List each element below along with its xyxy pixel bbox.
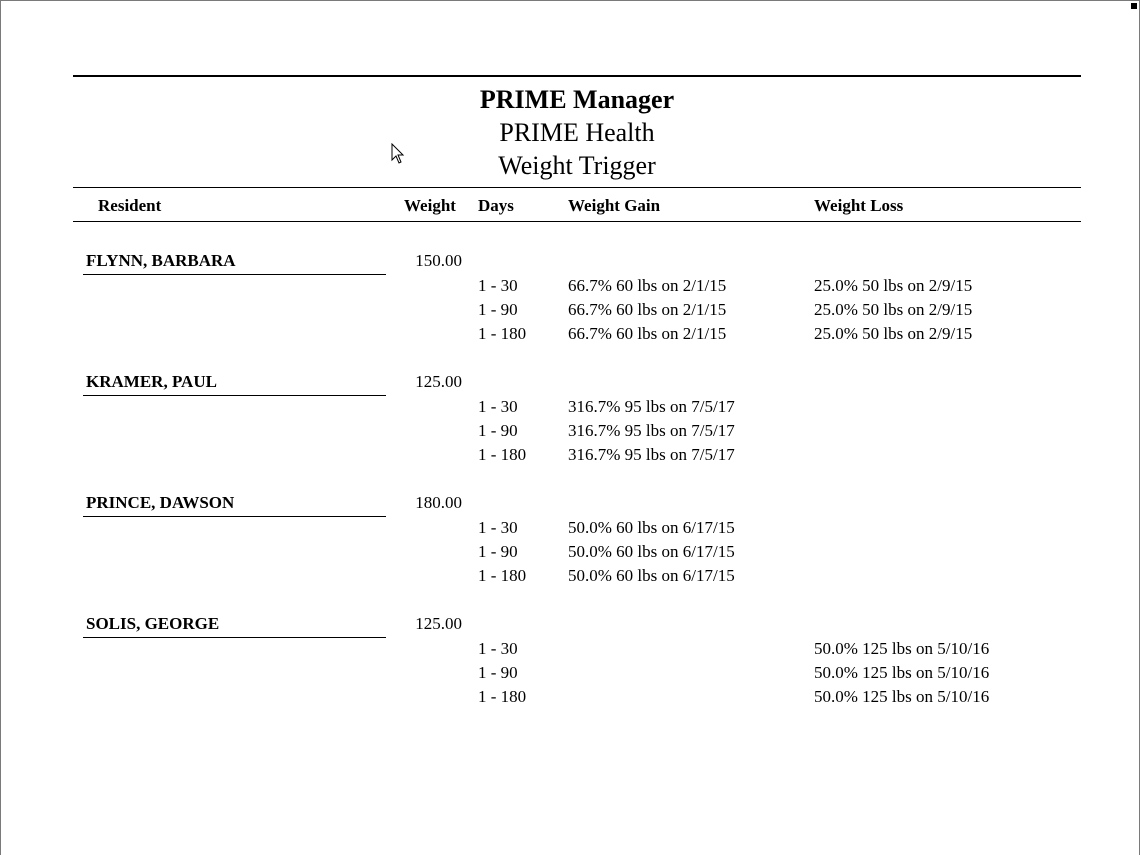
days-range: 1 - 90 bbox=[478, 663, 518, 682]
trigger-row bbox=[0, 275, 1140, 297]
resident-name: SOLIS, GEORGE bbox=[86, 614, 220, 633]
trigger-row bbox=[0, 541, 1140, 563]
resident-name: PRINCE, DAWSON bbox=[86, 493, 235, 512]
resident-weight: 180.00 bbox=[415, 493, 462, 512]
mouse-pointer-icon bbox=[391, 143, 405, 165]
days-range: 1 - 180 bbox=[478, 324, 527, 343]
resident-weight: 150.00 bbox=[415, 251, 462, 270]
weight-gain-value: 66.7% 60 lbs on 2/1/15 bbox=[568, 300, 727, 319]
resident-weight: 125.00 bbox=[415, 372, 462, 391]
column-header-days: Days bbox=[478, 196, 514, 215]
resident-group bbox=[0, 250, 1140, 360]
days-range: 1 - 30 bbox=[478, 518, 518, 537]
weight-gain-value: 316.7% 95 lbs on 7/5/17 bbox=[568, 445, 735, 464]
weight-gain-value: 50.0% 60 lbs on 6/17/15 bbox=[568, 542, 735, 561]
header-top-rule bbox=[73, 75, 1081, 77]
trigger-row bbox=[0, 396, 1140, 418]
column-header-weight: Weight bbox=[404, 196, 456, 215]
trigger-row bbox=[0, 299, 1140, 321]
resident-name: FLYNN, BARBARA bbox=[86, 251, 236, 270]
trigger-row bbox=[0, 638, 1140, 660]
weight-gain-value: 66.7% 60 lbs on 2/1/15 bbox=[568, 276, 727, 295]
days-range: 1 - 30 bbox=[478, 276, 518, 295]
weight-loss-value: 50.0% 125 lbs on 5/10/16 bbox=[814, 687, 990, 706]
column-header-bottom-rule bbox=[73, 221, 1081, 222]
weight-loss-value: 50.0% 125 lbs on 5/10/16 bbox=[814, 663, 990, 682]
days-range: 1 - 90 bbox=[478, 300, 518, 319]
weight-loss-value: 50.0% 125 lbs on 5/10/16 bbox=[814, 639, 990, 658]
days-range: 1 - 90 bbox=[478, 421, 518, 440]
days-range: 1 - 180 bbox=[478, 566, 527, 585]
trigger-row bbox=[0, 686, 1140, 708]
weight-gain-value: 66.7% 60 lbs on 2/1/15 bbox=[568, 324, 727, 343]
trigger-row bbox=[0, 517, 1140, 539]
resident-group bbox=[0, 492, 1140, 602]
days-range: 1 - 180 bbox=[478, 445, 527, 464]
days-range: 1 - 180 bbox=[478, 687, 527, 706]
report-title: PRIME Manager bbox=[479, 85, 675, 114]
trigger-row bbox=[0, 662, 1140, 684]
weight-gain-value: 316.7% 95 lbs on 7/5/17 bbox=[568, 421, 735, 440]
column-header-resident: Resident bbox=[98, 196, 162, 215]
resident-weight: 125.00 bbox=[415, 614, 462, 633]
trigger-row bbox=[0, 444, 1140, 466]
weight-gain-value: 50.0% 60 lbs on 6/17/15 bbox=[568, 566, 735, 585]
days-range: 1 - 30 bbox=[478, 639, 518, 658]
column-header-weight-loss: Weight Loss bbox=[814, 196, 904, 215]
weight-loss-value: 25.0% 50 lbs on 2/9/15 bbox=[814, 300, 973, 319]
report-subtitle: PRIME Health bbox=[499, 118, 655, 147]
weight-gain-value: 50.0% 60 lbs on 6/17/15 bbox=[568, 518, 735, 537]
report-name: Weight Trigger bbox=[498, 151, 656, 180]
trigger-row bbox=[0, 323, 1140, 345]
column-header-top-rule bbox=[73, 187, 1081, 188]
window-frame-top bbox=[0, 0, 1140, 1]
resident-group bbox=[0, 371, 1140, 481]
days-range: 1 - 90 bbox=[478, 542, 518, 561]
weight-loss-value: 25.0% 50 lbs on 2/9/15 bbox=[814, 276, 973, 295]
resident-group bbox=[0, 613, 1140, 723]
trigger-row bbox=[0, 565, 1140, 587]
weight-gain-value: 316.7% 95 lbs on 7/5/17 bbox=[568, 397, 735, 416]
corner-marker bbox=[1131, 3, 1137, 9]
trigger-row bbox=[0, 420, 1140, 442]
resident-name: KRAMER, PAUL bbox=[86, 372, 217, 391]
days-range: 1 - 30 bbox=[478, 397, 518, 416]
column-header-weight-gain: Weight Gain bbox=[568, 196, 661, 215]
weight-loss-value: 25.0% 50 lbs on 2/9/15 bbox=[814, 324, 973, 343]
